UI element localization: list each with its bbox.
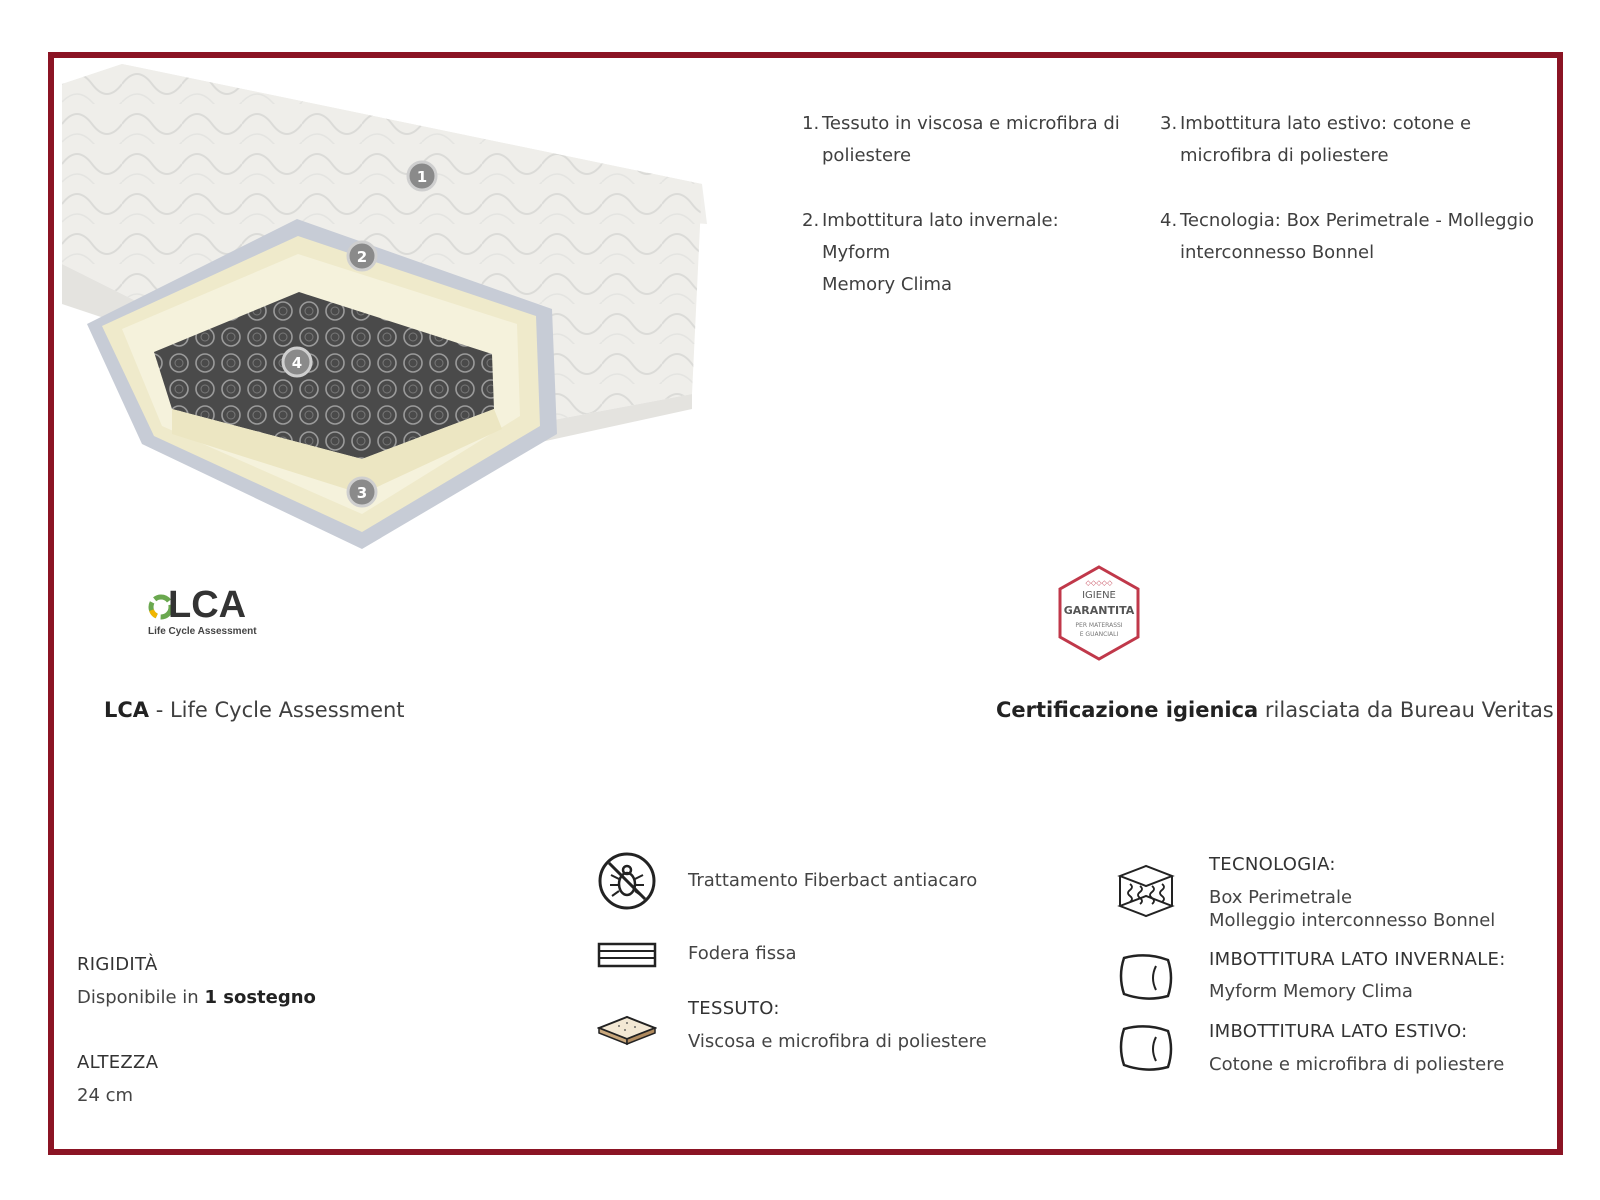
diagram-marker-3 (348, 478, 376, 506)
feature-item-3 (1160, 108, 1480, 172)
spring-box-icon (1116, 864, 1176, 920)
bug-icon (597, 851, 657, 911)
feature-text-line1: Imbottitura lato estivo: cotone e (1180, 113, 1472, 134)
feature-text-line2: poliestere (822, 145, 912, 166)
lca-logo-text: LCA (168, 584, 247, 626)
pillow-icon (1116, 1021, 1176, 1077)
lca-label-bold: LCA (104, 698, 150, 722)
feature-text-line1: Imbottitura lato invernale: Myform (822, 210, 1059, 263)
height-title: ALTEZZA (77, 1052, 159, 1073)
rigidity-bold: 1 sostegno (204, 987, 316, 1008)
badge-text-4: E GUANCIALI (1079, 631, 1119, 638)
feature-text-line1: Tecnologia: Box Perimetrale - Molleggio (1180, 210, 1535, 231)
summer-padding-value: Cotone e microfibra di poliestere (1209, 1054, 1505, 1075)
diagram-marker-2 (348, 242, 376, 270)
feature-number: 1. (802, 113, 820, 134)
feature-text-line2: interconnesso Bonnel (1180, 242, 1375, 263)
svg-text:2: 2 (356, 248, 368, 266)
feature-text-line1: Tessuto in viscosa e microfibra di (822, 113, 1120, 134)
technology-line1: Box Perimetrale (1209, 887, 1353, 908)
hygiene-label-bold: Certificazione igienica (996, 698, 1259, 722)
winter-padding-title: IMBOTTITURA LATO INVERNALE: (1209, 949, 1506, 970)
technology-title: TECNOLOGIA: (1209, 854, 1336, 875)
feature-item-1 (802, 108, 1122, 172)
feature-item-2 (802, 205, 1132, 301)
badge-text-3: PER MATERASSI (1075, 622, 1123, 629)
feature-text-line2: Memory Clima (822, 274, 953, 295)
pillow-icon (1116, 950, 1176, 1006)
lca-logo-subtext: Life Cycle Assessment (148, 626, 257, 637)
fabric-sample-icon (597, 1013, 657, 1047)
height-value: 24 cm (77, 1085, 134, 1106)
antimite-treatment-text: Trattamento Fiberbact antiacaro (688, 870, 978, 891)
feature-number: 2. (802, 210, 820, 231)
feature-text-line2: microfibra di poliestere (1180, 145, 1389, 166)
winter-padding-value: Myform Memory Clima (1209, 981, 1413, 1002)
feature-item-4 (1160, 205, 1560, 269)
lca-logo (148, 586, 278, 646)
hygiene-certification-badge (1054, 563, 1144, 663)
diagram-marker-4 (283, 348, 311, 376)
mattress-cross-section-illustration (62, 64, 752, 584)
technology-line2: Molleggio interconnesso Bonnel (1209, 910, 1496, 931)
rigidity-value (77, 987, 316, 1008)
rigidity-prefix: Disponibile in (77, 987, 205, 1008)
svg-text:4: 4 (291, 354, 303, 372)
diagram-marker-1 (408, 162, 436, 190)
fixed-cover-text: Fodera fissa (688, 943, 797, 964)
product-sheet-frame (48, 52, 1563, 1155)
svg-text:1: 1 (416, 168, 428, 186)
badge-text-2: GARANTITA (1063, 604, 1135, 617)
feature-number: 3. (1160, 113, 1178, 134)
hygiene-label-rest: rilasciata da Bureau Veritas (1258, 698, 1554, 722)
cover-layers-icon (597, 941, 657, 971)
hygiene-label (996, 698, 1554, 722)
lca-label (104, 698, 405, 722)
summer-padding-title: IMBOTTITURA LATO ESTIVO: (1209, 1021, 1468, 1042)
fabric-title: TESSUTO: (688, 998, 780, 1019)
svg-text:◇◇◇◇◇: ◇◇◇◇◇ (1085, 579, 1113, 587)
feature-number: 4. (1160, 210, 1178, 231)
fabric-value: Viscosa e microfibra di poliestere (688, 1031, 987, 1052)
badge-text-1: IGIENE (1082, 590, 1116, 601)
rigidity-title: RIGIDITÀ (77, 954, 158, 975)
lca-label-rest: - Life Cycle Assessment (149, 698, 405, 722)
svg-text:3: 3 (356, 484, 368, 502)
